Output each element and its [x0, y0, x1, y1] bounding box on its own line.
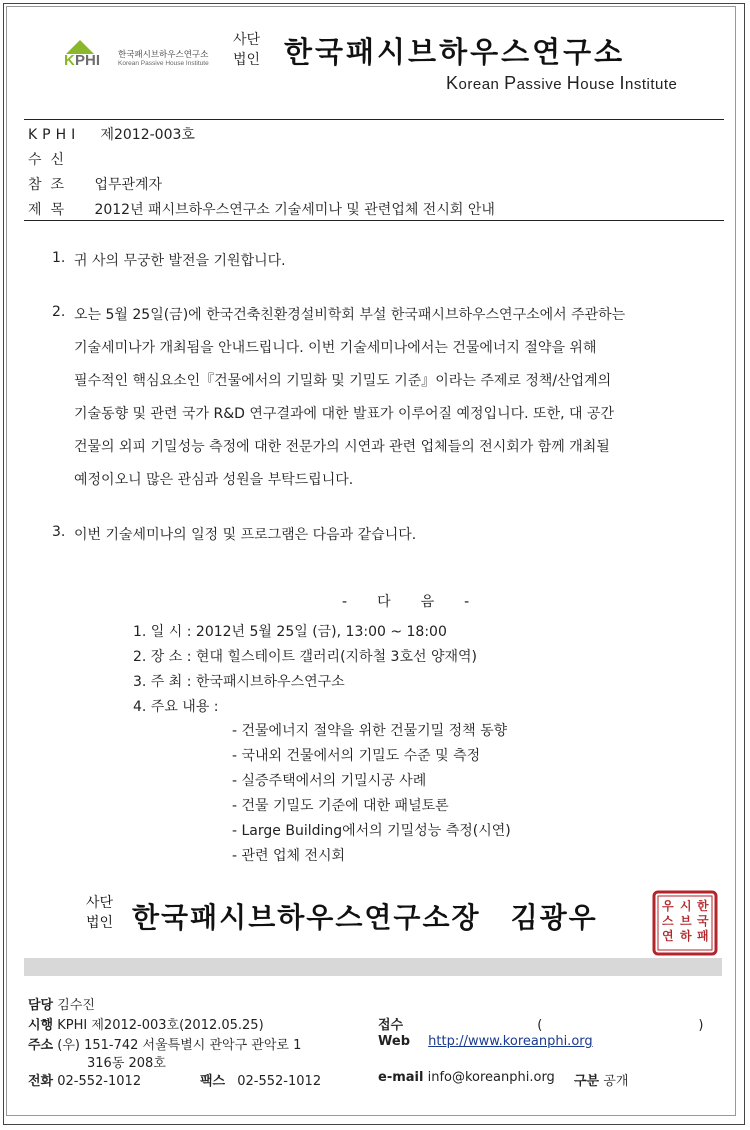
footer-email-label: e-mail [378, 1070, 424, 1085]
subject-row [28, 199, 495, 219]
paragraph-2-number: 2. [52, 304, 66, 320]
svg-text:국: 국 [697, 914, 709, 928]
reference-label: 참조 [28, 177, 74, 193]
official-seal [652, 890, 718, 956]
header-divider [24, 119, 724, 120]
svg-text:시: 시 [680, 899, 692, 913]
footer-web-label: Web [378, 1034, 410, 1049]
svg-text:우: 우 [662, 899, 674, 913]
footer-email-value[interactable]: info@koreanphi.org [427, 1070, 555, 1085]
footer-fax [200, 1070, 321, 1089]
signature-divider-bar [24, 958, 722, 976]
schedule-heading-da: 다 [377, 594, 393, 610]
signature-corporation-type-line1: 사단 [86, 895, 114, 911]
reference-value: 업무관계자 [94, 177, 163, 193]
svg-text:하: 하 [680, 929, 692, 943]
footer-execution [28, 1014, 264, 1033]
footer-web-link[interactable]: http://www.koreanphi.org [428, 1034, 593, 1049]
svg-text:패: 패 [697, 929, 709, 943]
topic-item: - 관련 업체 전시회 [232, 848, 346, 864]
paragraph-3-number: 3. [52, 524, 66, 540]
paragraph-1-text: 귀 사의 무궁한 발전을 기원합니다. [74, 253, 286, 269]
corporation-type [233, 30, 260, 70]
svg-text:PHI: PHI [75, 52, 101, 68]
footer-web [378, 1034, 593, 1049]
schedule-heading [328, 591, 485, 611]
recipient-row [28, 149, 90, 169]
schedule-item-venue: 2. 장 소 : 현대 힐스테이트 갤러리(지하철 3호선 양재역) [133, 649, 477, 665]
corporation-type-line1: 사단 [233, 32, 261, 48]
recipient-label: 수신 [28, 152, 74, 168]
schedule-heading-dash: - [342, 594, 350, 610]
footer-address-line1: (우) 151-742 서울특별시 관악구 관악로 1 [57, 1038, 302, 1053]
topic-item: - 국내외 건물에서의 기밀도 수준 및 측정 [232, 748, 481, 764]
footer-phone [28, 1070, 141, 1089]
kphi-logo-mark [64, 36, 116, 68]
paragraph-2-line: 필수적인 핵심요소인『건물에서의 기밀화 및 기밀도 기준』이라는 주제로 정책/산업계의 [74, 373, 612, 389]
footer-classification [574, 1070, 628, 1089]
svg-text:브: 브 [680, 914, 692, 928]
svg-text:한: 한 [697, 899, 709, 913]
footer-receipt [378, 1014, 703, 1033]
footer-receipt-label: 접수 [378, 1018, 404, 1033]
paragraph-2-line: 예정이오니 많은 관심과 성원을 부탁드립니다. [74, 472, 354, 488]
subject-value: 2012년 패시브하우스연구소 기술세미나 및 관련업체 전시회 안내 [94, 202, 495, 218]
footer-manager-value: 김수진 [57, 998, 95, 1013]
document-number-row [28, 124, 195, 144]
logo-korean-name: 한국패시브하우스연구소 [118, 50, 209, 60]
schedule-heading-eum: 음 [420, 594, 437, 610]
paragraph-2-line: 기술세미나가 개최됨을 안내드립니다. 이번 기술세미나에서는 건물에너지 절약을 위해 [74, 340, 597, 356]
paragraph-3-text: 이번 기술세미나의 일정 및 프로그램은 다음과 같습니다. [74, 527, 417, 543]
schedule-heading-dash: - [464, 594, 472, 610]
corporation-type-line2: 법인 [233, 52, 261, 68]
paragraph-2-line: 건물의 외피 기밀성능 측정에 대한 전문가의 시연과 관련 업체들의 전시회가 함께 개최될 [74, 439, 610, 455]
footer-address-label: 주소 [28, 1038, 54, 1053]
footer-phone-label: 전화 [28, 1074, 54, 1089]
paragraph-2-line: 기술동향 및 관련 국가 R&D 연구결과에 대한 발표가 이루어질 예정입니다. 또한, 대 공간 [74, 406, 615, 422]
signature-name: 한국패시브하우스연구소장 김광우 [132, 901, 598, 934]
topic-item: - 건물 기밀도 기준에 대한 패널토론 [232, 798, 449, 814]
page-inner-border [6, 6, 736, 1116]
signature-corporation-type-line2: 법인 [86, 915, 114, 931]
footer-classification-label: 구분 [574, 1074, 600, 1089]
footer-fax-value: 02-552-1012 [237, 1074, 322, 1089]
schedule-item-date: 1. 일 시 : 2012년 5월 25일 (금), 13:00 ~ 18:00 [133, 624, 447, 640]
footer-manager-label: 담당 [28, 998, 54, 1013]
meta-divider [24, 220, 724, 221]
footer-execution-value: KPHI 제2012-003호(2012.05.25) [57, 1018, 264, 1033]
subject-label: 제목 [28, 202, 74, 218]
organization-title: 한국패시브하우스연구소 [284, 35, 626, 69]
footer-manager [28, 994, 95, 1013]
organization-english-name: Korean Passive House Institute [446, 73, 678, 93]
svg-text:연: 연 [662, 929, 674, 943]
footer-classification-value: 공개 [603, 1074, 629, 1089]
schedule-item-host: 3. 주 최 : 한국패시브하우스연구소 [133, 674, 345, 690]
svg-text:스: 스 [662, 914, 674, 928]
document-number-label: KPHI [28, 127, 81, 143]
logo-english-name: Korean Passive House Institute [118, 60, 209, 67]
topic-item: - 실증주택에서의 기밀시공 사례 [232, 773, 427, 789]
footer-execution-label: 시행 [28, 1018, 54, 1033]
footer-phone-value: 02-552-1012 [57, 1074, 142, 1089]
footer-address-line2: 316동 208호 [87, 1056, 166, 1071]
document-number-value: 제2012-003호 [100, 127, 195, 143]
signature-corporation-type [86, 893, 113, 933]
topic-item: - Large Building에서의 기밀성능 측정(시연) [232, 823, 511, 839]
footer-email [378, 1070, 555, 1085]
svg-text:K: K [64, 52, 75, 68]
kphi-logo [64, 36, 224, 76]
footer-address [28, 1034, 301, 1053]
topic-item: - 건물에너지 절약을 위한 건물기밀 정책 동향 [232, 723, 508, 739]
footer-receipt-value: ( ) [537, 1018, 704, 1033]
footer-fax-label: 팩스 [200, 1074, 226, 1089]
paragraph-2-line: 오는 5월 25일(금)에 한국건축친환경설비학회 부설 한국패시브하우스연구소에서 주관하는 [74, 307, 626, 323]
reference-row [28, 174, 162, 194]
paragraph-1-number: 1. [52, 250, 66, 266]
schedule-item-contents: 4. 주요 내용 : [133, 699, 219, 715]
